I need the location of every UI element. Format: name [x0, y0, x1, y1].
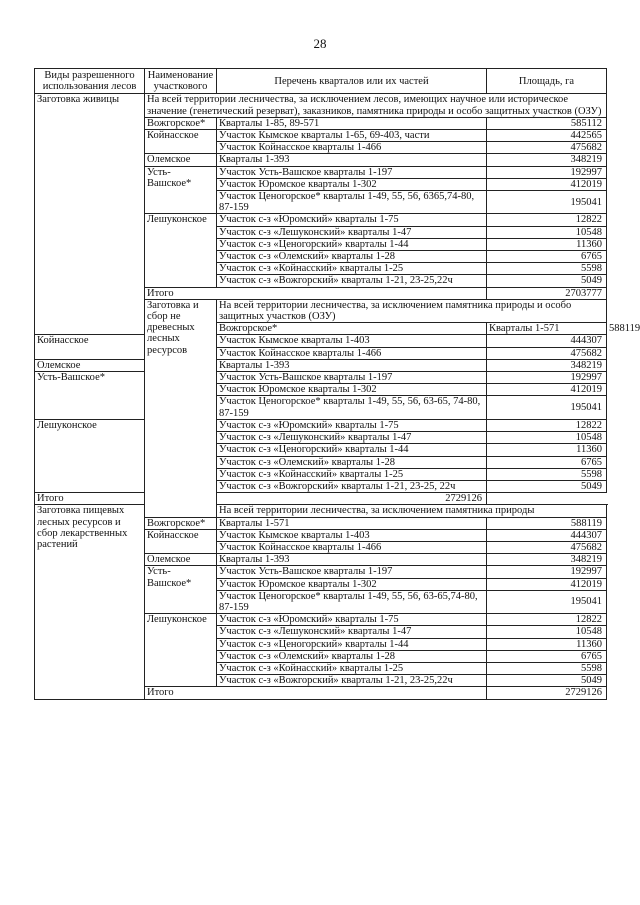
site-cell: Койнасское [145, 130, 217, 154]
quarters-cell: Участок с-з «Олемский» кварталы 1-28 [217, 251, 487, 263]
site-cell: Лешуконское [35, 419, 145, 492]
quarters-cell: Участок с-з «Койнасский» кварталы 1-25 [217, 662, 487, 674]
site-cell: Вожгорское* [145, 517, 217, 529]
quarters-cell: Участок Юромское кварталы 1-302 [217, 384, 487, 396]
use-kind-cell: Заготовка и сбор не древесных лесных ресурсов [145, 299, 217, 517]
area-cell: 6765 [487, 456, 607, 468]
quarters-cell: Кварталы 1-85, 89-571 [217, 117, 487, 129]
area-cell: 11360 [487, 238, 607, 250]
area-cell: 6765 [487, 251, 607, 263]
header-kind: Виды разрешенного использования лесов [35, 69, 145, 94]
table-row: Вожгорское* Кварталы 1-571 588119 [35, 323, 607, 335]
quarters-cell: Участок с-з «Ценогорский» кварталы 1-44 [217, 444, 487, 456]
area-cell: 5598 [487, 468, 607, 480]
area-cell: 348219 [487, 554, 607, 566]
header-site: Наименование участкового [145, 69, 217, 94]
site-cell: Олемское [145, 154, 217, 166]
total-label: Итого [145, 687, 487, 699]
total-label: Итого [145, 287, 487, 299]
area-cell: 444307 [487, 529, 607, 541]
area-cell: 12822 [487, 614, 607, 626]
area-cell: 412019 [487, 178, 607, 190]
quarters-cell: Участок с-з «Юромский» кварталы 1-75 [217, 214, 487, 226]
area-cell: 588119 [487, 517, 607, 529]
site-cell: Койнасское [145, 529, 217, 553]
quarters-cell: Участок Койнасское кварталы 1-466 [217, 347, 487, 359]
site-cell: Олемское [145, 554, 217, 566]
total-area: 2703777 [487, 287, 607, 299]
quarters-cell: Участок с-з «Ценогорский» кварталы 1-44 [217, 238, 487, 250]
quarters-cell: Участок Юромское кварталы 1-302 [217, 178, 487, 190]
area-cell: 195041 [487, 396, 607, 419]
site-cell: Койнасское [35, 335, 145, 359]
table-row [35, 505, 607, 517]
area-cell: 475682 [487, 142, 607, 154]
total-area: 2729126 [487, 687, 607, 699]
quarters-cell: Участок с-з «Лешуконский» кварталы 1-47 [217, 626, 487, 638]
header-list: Перечень кварталов или их частей [217, 69, 487, 94]
quarters-cell: Кварталы 1-393 [217, 154, 487, 166]
total-row [35, 493, 607, 505]
quarters-cell: Участок с-з «Койнасский» кварталы 1-25 [217, 263, 487, 275]
area-cell: 412019 [487, 578, 607, 590]
total-area: 2729126 [217, 493, 487, 505]
quarters-cell: Участок с-з «Юромский» кварталы 1-75 [217, 419, 487, 431]
area-cell: 6765 [487, 650, 607, 662]
area-cell: 5598 [487, 263, 607, 275]
page-number: 28 [313, 36, 327, 51]
site-cell: Вожгорское* [217, 323, 487, 335]
quarters-cell: Участок с-з «Вожгорский» кварталы 1-21, 23-25,22ч [217, 675, 487, 687]
quarters-cell: Участок с-з «Лешуконский» кварталы 1-47 [217, 226, 487, 238]
quarters-cell: Участок с-з «Лешуконский» кварталы 1-47 [217, 432, 487, 444]
quarters-cell: Участок Кымское кварталы 1-403 [217, 335, 487, 347]
area-cell: 5598 [487, 662, 607, 674]
area-cell: 11360 [487, 444, 607, 456]
quarters-cell: Участок Юромское кварталы 1-302 [217, 578, 487, 590]
area-cell: 11360 [487, 638, 607, 650]
area-cell: 195041 [487, 590, 607, 613]
table-row [35, 335, 607, 347]
area-cell: 12822 [487, 419, 607, 431]
site-cell: Лешуконское [145, 214, 217, 287]
area-cell: 192997 [487, 166, 607, 178]
quarters-cell: Участок Усть-Вашское кварталы 1-197 [217, 166, 487, 178]
table-row [35, 419, 607, 431]
use-kind-cell: Заготовка пищевых лесных ресурсов и сбор лекарственных растений [35, 505, 145, 699]
quarters-cell: Участок с-з «Койнасский» кварталы 1-25 [217, 468, 487, 480]
quarters-cell: Кварталы 1-571 [217, 517, 487, 529]
site-cell: Вожгорское* [145, 117, 217, 129]
scope-cell: На всей территории лесничества, за исключением памятника природы [217, 505, 607, 517]
use-kind-cell: Заготовка живицы [35, 94, 145, 335]
area-cell: 192997 [487, 566, 607, 578]
quarters-cell: Участок Койнасское кварталы 1-466 [217, 541, 487, 553]
area-cell: 10548 [487, 626, 607, 638]
area-cell: 444307 [487, 335, 607, 347]
quarters-cell: Кварталы 1-393 [217, 359, 487, 371]
quarters-cell: Участок Кымское кварталы 1-65, 69-403, части [217, 130, 487, 142]
area-cell: 348219 [487, 154, 607, 166]
area-cell: 5049 [487, 480, 607, 492]
quarters-cell: Кварталы 1-393 [217, 554, 487, 566]
quarters-cell: Участок с-з «Ценогорский» кварталы 1-44 [217, 638, 487, 650]
quarters-cell: Участок Усть-Вашское кварталы 1-197 [217, 372, 487, 384]
quarters-cell: Участок с-з «Олемский» кварталы 1-28 [217, 650, 487, 662]
table-header-row [35, 69, 607, 94]
area-cell: 10548 [487, 226, 607, 238]
table-row [35, 94, 607, 117]
total-label: Итого [35, 493, 217, 505]
quarters-cell: Кварталы 1-571 [487, 323, 607, 335]
area-cell: 585112 [487, 117, 607, 129]
table-row [35, 372, 607, 384]
quarters-cell: Участок с-з «Вожгорский» кварталы 1-21, 23-25,22ч [217, 275, 487, 287]
quarters-cell: Участок Ценогорское* кварталы 1-49, 55, 56, 63-65,74-80, 87-159 [217, 590, 487, 613]
forest-use-table [34, 68, 640, 700]
quarters-cell: Участок Ценогорское* кварталы 1-49, 55, 56, 6365,74-80, 87-159 [217, 191, 487, 214]
scope-cell: На всей территории лесничества, за исключением памятника природы и особо защитных участков (ОЗУ) [217, 299, 607, 322]
quarters-cell: Участок с-з «Олемский» кварталы 1-28 [217, 456, 487, 468]
quarters-cell: Участок Ценогорское* кварталы 1-49, 55, 56, 63-65, 74-80, 87-159 [217, 396, 487, 419]
site-cell: Усть-Вашское* [145, 166, 217, 214]
area-cell: 442565 [487, 130, 607, 142]
area-cell: 12822 [487, 214, 607, 226]
header-area: Площадь, га [487, 69, 607, 94]
area-cell: 475682 [487, 347, 607, 359]
table-row [35, 359, 607, 371]
quarters-cell: Участок Кымское кварталы 1-403 [217, 529, 487, 541]
site-cell: Лешуконское [145, 614, 217, 687]
area-cell: 5049 [487, 675, 607, 687]
quarters-cell: Участок с-з «Вожгорский» кварталы 1-21, 23-25, 22ч [217, 480, 487, 492]
area-cell: 475682 [487, 541, 607, 553]
area-cell: 192997 [487, 372, 607, 384]
area-cell: 195041 [487, 191, 607, 214]
area-cell: 10548 [487, 432, 607, 444]
site-cell: Олемское [35, 359, 145, 371]
area-cell: 348219 [487, 359, 607, 371]
site-cell: Усть-Вашское* [35, 372, 145, 420]
area-cell: 5049 [487, 275, 607, 287]
area-cell: 412019 [487, 384, 607, 396]
site-cell: Усть-Вашское* [145, 566, 217, 614]
scope-cell: На всей территории лесничества, за исключением лесов, имеющих научное или историческое значение (генетический резерват), заказников, памятника природы и особо защитных участков (ОЗУ) [145, 94, 607, 117]
quarters-cell: Участок с-з «Юромский» кварталы 1-75 [217, 614, 487, 626]
quarters-cell: Участок Усть-Вашское кварталы 1-197 [217, 566, 487, 578]
quarters-cell: Участок Койнасское кварталы 1-466 [217, 142, 487, 154]
